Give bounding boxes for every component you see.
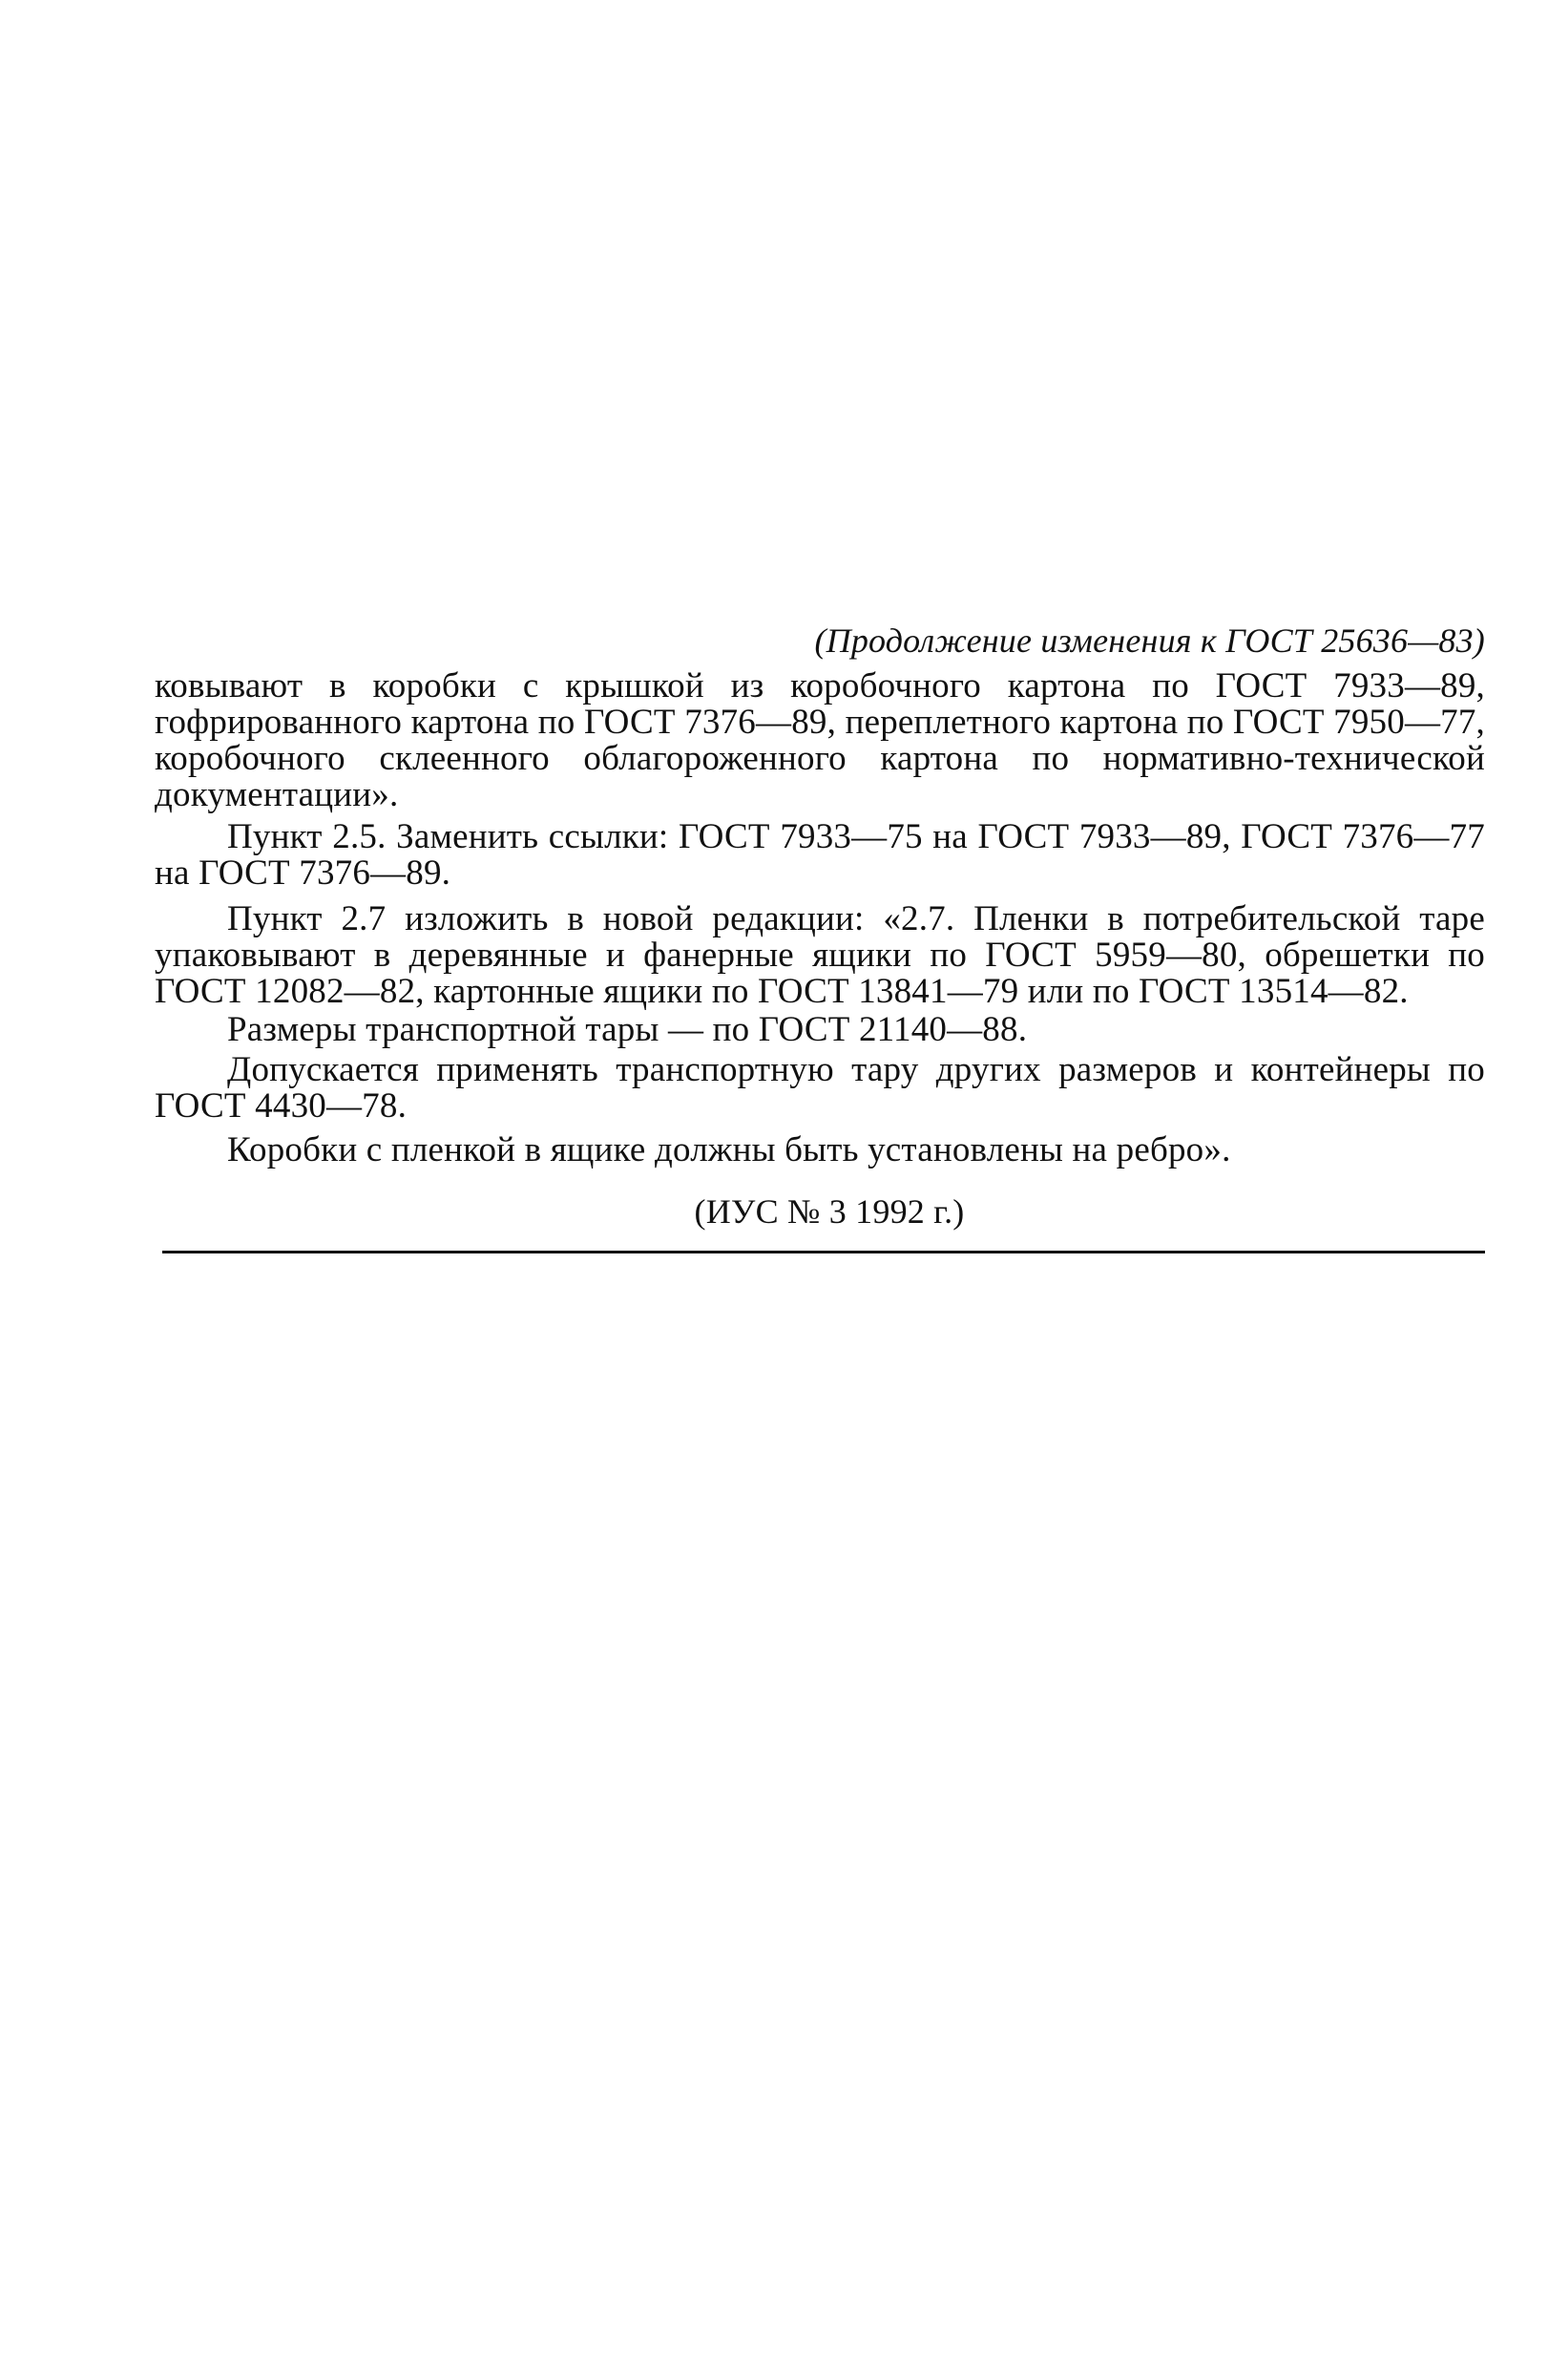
paragraph-item-2-7: Пункт 2.7 изложить в новой редакции: «2.7. Пленки в потребительской таре упаковывают в деревянные и фанерные ящики по ГОСТ 5959—80, обрешетки по ГОСТ 12082—82, картонные ящики по ГОСТ 13841—79 или по ГОСТ 13514—82. — [155, 899, 1485, 1011]
paragraph-item-2-5: Пункт 2.5. Заменить ссылки: ГОСТ 7933—75 на ГОСТ 7933—89, ГОСТ 7376—77 на ГОСТ 7376—89. — [155, 817, 1485, 893]
paragraph-containers-allowed: Допускается применять транспортную тару других размеров и контейнеры по ГОСТ 4430—78. — [155, 1050, 1485, 1126]
source-reference: (ИУС № 3 1992 г.) — [694, 1192, 965, 1231]
paragraph-packaging-boxes: ковывают в коробки с крышкой из коробочного картона по ГОСТ 7933—89, гофрированного картона по ГОСТ 7376—89, переплетного картона по ГОСТ 7950—77, коробочного склеенного облагороженного картона по нормативно-технической документации». — [155, 666, 1485, 814]
continuation-header: (Продолжение изменения к ГОСТ 25636—83) — [814, 621, 1485, 660]
horizontal-rule — [162, 1251, 1485, 1253]
paragraph-boxes-on-edge: Коробки с пленкой в ящике должны быть установлены на ребро». — [227, 1130, 1231, 1169]
paragraph-transport-dimensions: Размеры транспортной тары — по ГОСТ 21140—88. — [227, 1010, 1028, 1049]
document-body — [155, 622, 1485, 1230]
